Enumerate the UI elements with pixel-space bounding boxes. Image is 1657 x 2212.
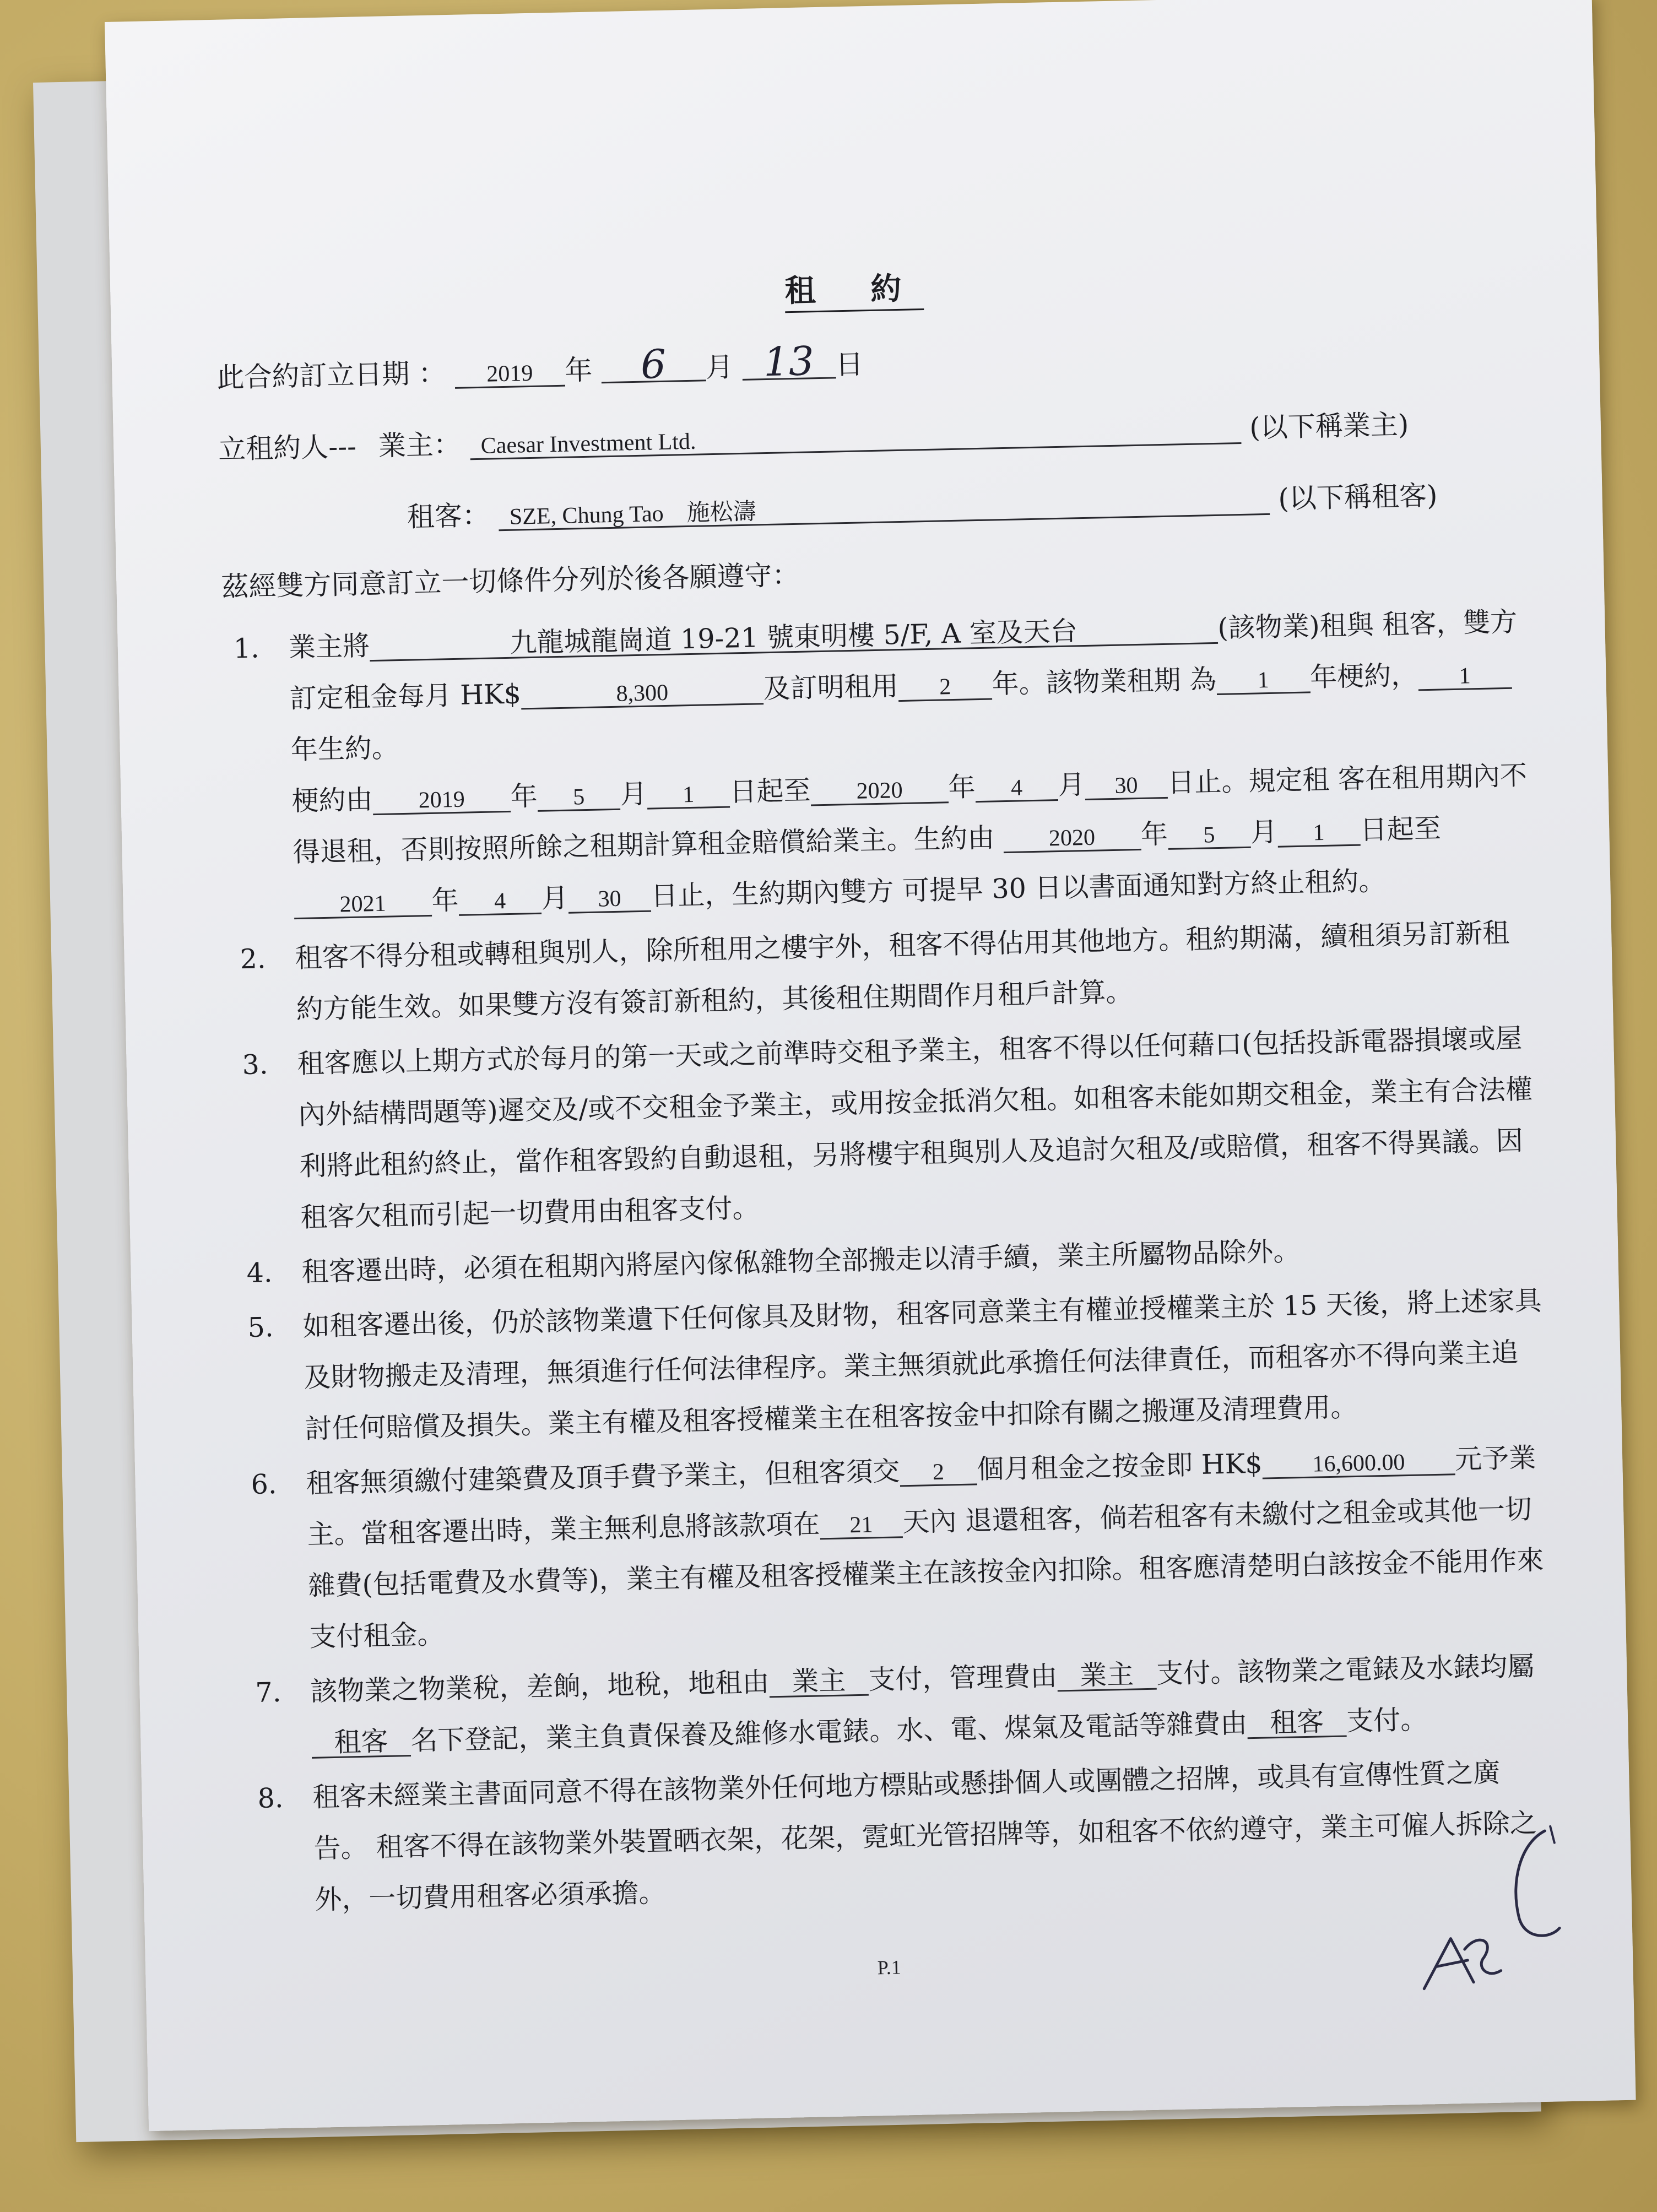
rates-payer: 業主 [769,1666,869,1698]
property-address: 九龍城龍崗道 19-21 號東明樓 5/F, A 室及天台 [369,614,1218,662]
document-content [105,0,1636,2131]
fixed-end-year: 2020 [810,777,949,806]
option-start-year: 2020 [1003,825,1141,853]
fixed-end-month: 4 [975,775,1058,803]
refund-days: 21 [820,1512,903,1539]
document-title: 租 約 [110,250,1598,325]
clause-2-text: 租客不得分租或轉租與別人，除所租用之樓宇外，租客不得佔用其他地方。租約期滿，續租須另訂新租約方能生效。如果雙方沒有簽訂新租約，其後租住期間作月租戶計算。 [295,917,1510,1026]
date-year: 2019 [454,361,565,389]
deposit-amount: 16,600.00 [1262,1449,1455,1479]
page-number: P.1 [877,1956,902,1979]
fixed-start-day: 1 [647,782,730,810]
fixed-start-year: 2019 [372,787,511,815]
fixed-term-years: 1 [1216,667,1311,695]
clause-2: 2. 租客不得分租或轉租與別人，除所租用之樓宇外，租客不得佔用其他地方。租約期滿，續租須另訂新租約方能生效。如果雙方沒有簽訂新租約，其後租住期間作月租戶計算。 [240,917,1510,1026]
date-label: 此合約訂立日期 [216,357,410,394]
tenancy-document-page [105,0,1636,2131]
landlord-label: 業主： [378,428,462,462]
fixed-start-month: 5 [537,784,620,812]
clause-6: 6. 租客無須繳付建築費及頂手費予業主，但租客須交 2 個月租金之按金即 HK$ 16,600.00 元予業主。當租客遷出時，業主無利息將該款項在 21 天內 退還租客，倘若租客有未繳付之租金或其他一切雜費(包括電費及水費等)，業主有權及租客授權業主在該按金內扣除。租客應清楚明白該按金不能用作來支付租金。 [251,1442,1544,1653]
monthly-rent: 8,300 [521,679,763,709]
lease-term-years: 2 [898,674,992,702]
clause-5-text: 如租客遷出後，仍於該物業遺下任何傢具及財物，租客同意業主有權並授權業主於 15 天後，將上述家具及財物搬走及清理，無須進行任何法律程序。業主無須就此承擔任何法律責任，而租客亦不得向業主追討任何賠償及損失。業主有權及租客授權業主在租客按金中扣除有關之搬運及清理費用。 [302,1284,1542,1445]
utility-payer: 租客 [1247,1707,1347,1739]
clause-4: 4. 租客遷出時，必須在租期內將屋內傢俬雜物全部搬走以清手續，業主所屬物品除外。 [246,1235,1301,1289]
date-month: 6 [600,348,706,383]
clause-7: 7. 該物業之物業稅，差餉，地稅，地租由 業主 支付，管理費由 業主 支付。該物業之電錶及水錶均屬租客 名下登記，業主負責保養及維修水電錶。水、電、煤氣及電話等雜費由 租客 支付。 [254,1650,1535,1758]
deposit-months: 2 [900,1459,977,1487]
option-start-month: 5 [1168,822,1251,850]
fixed-end-day: 30 [1085,773,1168,800]
signature-initials [1410,1820,1579,2005]
date-day: 13 [741,345,836,380]
clause-4-text: 租客遷出時，必須在租期內將屋內傢俬雜物全部搬走以清手續，業主所屬物品除外。 [301,1235,1301,1288]
agreement-date-line: 此合約訂立日期 ： 2019 年 6 月 13 日 [216,338,864,394]
option-start-day: 1 [1277,820,1360,848]
parties-label: 立租約人--- [218,430,357,465]
tenant-label: 租客： [407,499,490,533]
landlord-name: Caesar Investment Ltd. [469,418,1241,460]
clause-3-text: 租客應以上期方式於每月的第一天或之前準時交租予業主，租客不得以任何藉口(包括投訴電器損壞或屋內外結構問題等)遲交及/或不交租金予業主，或用按金抵消欠租。如租客未能如期交租金，業主有合法權利將此租約終止，當作租客毀約自動退租，另將樓宇租與別人及追討欠租及/或賠償，租客不得異議。因租客欠租而引起一切費用由租客支付。 [297,1022,1533,1234]
option-term-years: 1 [1418,663,1512,691]
option-end-day: 30 [568,886,651,914]
clauses-list [222,593,1555,1927]
option-end-year: 2021 [294,891,432,919]
management-fee-payer: 業主 [1057,1660,1157,1692]
tenant-name: SZE, Chung Tao 施松濤 [498,489,1270,531]
landlord-suffix: (以下稱業主) [1249,408,1409,444]
clause-8: 8. 租客未經業主書面同意不得在該物業外任何地方標貼或懸掛個人或團體之招牌，或具有宣傳性質之廣告。 租客不得在該物業外裝置晒衣架，花架，霓虹光管招牌等，如租客不依約遵守，業主可僱人拆除之外，一切費用租客必須承擔。 [257,1756,1537,1916]
clause-3: 3. 租客應以上期方式於每月的第一天或之前準時交租予業主，租客不得以任何藉口(包括投訴電器損壞或屋內外結構問題等)遲交及/或不交租金予業主，或用按金抵消欠租。如租客未能如期交租金，業主有合法權利將此租約終止，當作租客毀約自動退租，另將樓宇租與別人及追討欠租及/或賠償，租客不得異議。因租客欠租而引起一切費用由租客支付。 [242,1022,1533,1234]
clause-1: 1. 業主將 九龍城龍崗道 19-21 號東明樓 5/F, A 室及天台 (該物業)租與 租客，雙方訂定租金每月 HK$ 8,300 及訂明租用 2 年。該物業租期 為 1 年梗約， 1年生約。 梗約由 2019 年 5 月 1 日起至 2020 年 4 月 30 日止。規定租 客在租用期內不得退租，否則按照所餘之租期計算租金賠償給業主。生約由 2020 年 5 月 1 日起至2021 年 4 月 30 日止，生約期內雙方 可提早 30 日以書面通知對方終止租約。 [222,596,1534,931]
tenant-suffix: (以下稱租客) [1277,479,1438,515]
meter-holder: 租客 [311,1727,411,1759]
preamble: 茲經雙方同意訂立一切條件分列於後各願遵守： [220,559,800,603]
clause-8-text: 租客未經業主書面同意不得在該物業外任何地方標貼或懸掛個人或團體之招牌，或具有宣傳性質之廣告。 租客不得在該物業外裝置晒衣架，花架，霓虹光管招牌等，如租客不依約遵守，業主可僱人拆除之外，一切費用租客必須承擔。 [312,1756,1537,1916]
tenant-line [407,474,1438,535]
option-end-month: 4 [458,888,541,916]
landlord-line [218,403,1409,467]
clause-5: 5. 如租客遷出後，仍於該物業遺下任何傢具及財物，租客同意業主有權並授權業主於 15 天後，將上述家具及財物搬走及清理，無須進行任何法律程序。業主無須就此承擔任何法律責任，而租客亦不得向業主追討任何賠償及損失。業主有權及租客授權業主在租客按金中扣除有關之搬運及清理費用。 [247,1284,1542,1445]
